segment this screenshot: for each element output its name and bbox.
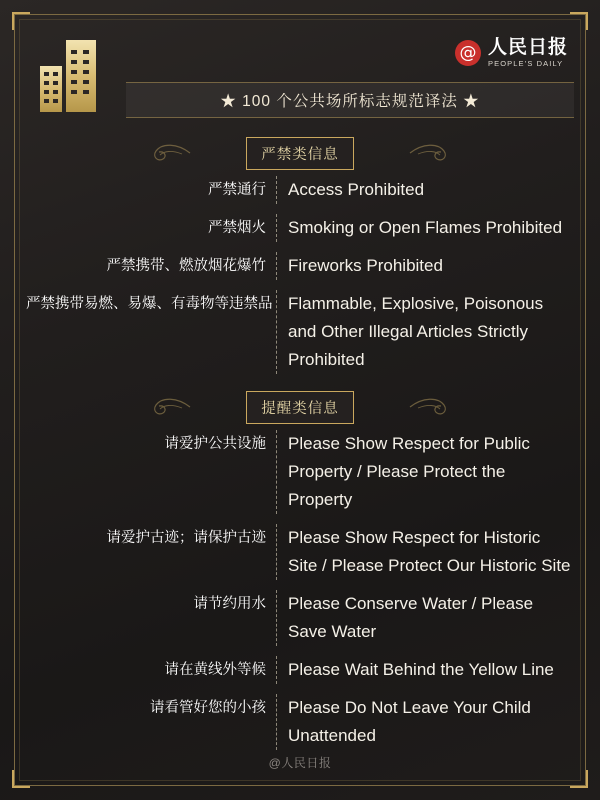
table-row — [26, 656, 574, 684]
term-cn: 严禁通行 — [208, 182, 266, 198]
term-en: Please Do Not Leave Your Child Unattended — [288, 698, 531, 745]
term-cn: 请在黄线外等候 — [164, 662, 266, 678]
term-cn: 请节约用水 — [193, 596, 266, 612]
term-list-prohibition — [26, 176, 574, 374]
poster-header — [26, 26, 574, 122]
term-cn: 严禁携带、燃放烟花爆竹 — [106, 258, 266, 274]
term-en: Smoking or Open Flames Prohibited — [288, 218, 563, 237]
flourish-left-icon — [122, 395, 192, 419]
table-row — [26, 176, 574, 204]
building-icon — [40, 40, 112, 112]
term-en: Fireworks Prohibited — [288, 256, 443, 275]
watermark: @人民日报 — [268, 756, 332, 770]
term-cn: 请看管好您的小孩 — [150, 700, 266, 716]
term-cn: 严禁烟火 — [208, 220, 266, 236]
table-row — [26, 694, 574, 750]
term-cn: 请爱护公共设施 — [164, 436, 266, 452]
term-en: Please Conserve Water / Please Save Water — [288, 594, 534, 641]
term-en: Please Show Respect for Historic Site / Please Protect Our Historic Site — [288, 528, 571, 575]
brand-logo — [455, 38, 568, 68]
term-list-reminder — [26, 430, 574, 750]
section-header-reminder — [26, 384, 574, 430]
table-row — [26, 524, 574, 580]
page-title-bar — [126, 82, 574, 118]
table-row — [26, 252, 574, 280]
at-symbol-icon: @ — [455, 40, 481, 66]
section-label: 严禁类信息 — [246, 137, 354, 170]
term-en: Flammable, Explosive, Poisonous and Other Illegal Articles Strictly Prohibited — [288, 294, 544, 369]
flourish-left-icon — [122, 141, 192, 165]
term-cn: 严禁携带易燃、易爆、有毒物等违禁品 — [26, 296, 273, 312]
poster-footer — [26, 754, 574, 772]
term-cn: 请爱护古迹；请保护古迹 — [106, 530, 266, 546]
page-title: ★ 100 个公共场所标志规范译法 ★ — [220, 93, 480, 110]
table-row — [26, 590, 574, 646]
flourish-right-icon — [408, 141, 478, 165]
brand-name-en: PEOPLE’S DAILY — [487, 58, 564, 68]
section-label: 提醒类信息 — [246, 391, 354, 424]
poster-content — [26, 26, 574, 774]
table-row — [26, 430, 574, 514]
table-row — [26, 214, 574, 242]
term-en: Please Show Respect for Public Property / Please Protect the Property — [288, 434, 530, 509]
flourish-right-icon — [408, 395, 478, 419]
term-en: Please Wait Behind the Yellow Line — [288, 660, 554, 679]
section-header-prohibition — [26, 130, 574, 176]
table-row — [26, 290, 574, 374]
term-en: Access Prohibited — [288, 180, 425, 199]
brand-name-cn: 人民日报 — [487, 37, 568, 58]
